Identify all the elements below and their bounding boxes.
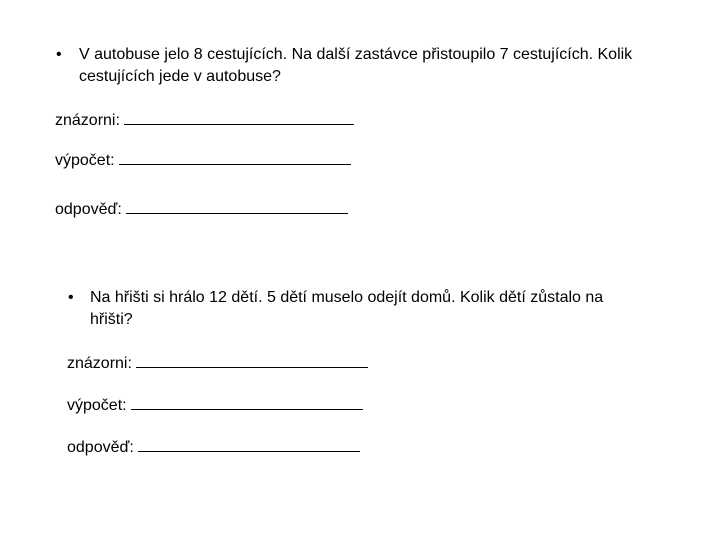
calculation-label: výpočet:: [67, 397, 127, 414]
task-1-question-text: V autobuse jelo 8 cestujících. Na další zastávce přistoupilo 7 cestujících. Kolik cestujících jede v autobuse?: [79, 46, 633, 85]
task-2-calculation-field: [67, 395, 363, 416]
answer-answer-line[interactable]: [138, 437, 360, 452]
task-2-question: [68, 287, 668, 331]
answer-answer-line[interactable]: [126, 199, 348, 214]
answer-label: odpověď:: [67, 439, 134, 456]
draw-label: znázorni:: [55, 112, 120, 129]
task-2-answer-field: [67, 437, 360, 458]
task-2-draw-field: [67, 353, 368, 374]
task-1-answer-field: [55, 199, 348, 220]
draw-answer-line[interactable]: [136, 353, 368, 368]
bullet-icon: •: [68, 289, 74, 306]
calculation-label: výpočet:: [55, 152, 115, 169]
calculation-answer-line[interactable]: [119, 150, 351, 165]
task-2: [68, 287, 668, 331]
task-1-draw-field: [55, 110, 354, 131]
task-1-question: [56, 44, 656, 88]
draw-answer-line[interactable]: [124, 110, 354, 125]
bullet-icon: •: [56, 46, 62, 63]
task-1-calculation-field: [55, 150, 351, 171]
answer-label: odpověď:: [55, 201, 122, 218]
task-2-question-text: Na hřišti si hrálo 12 dětí. 5 dětí muselo odejít domů. Kolik dětí zůstalo na hřišti?: [90, 289, 604, 328]
calculation-answer-line[interactable]: [131, 395, 363, 410]
draw-label: znázorni:: [67, 355, 132, 372]
task-1: [56, 44, 656, 88]
